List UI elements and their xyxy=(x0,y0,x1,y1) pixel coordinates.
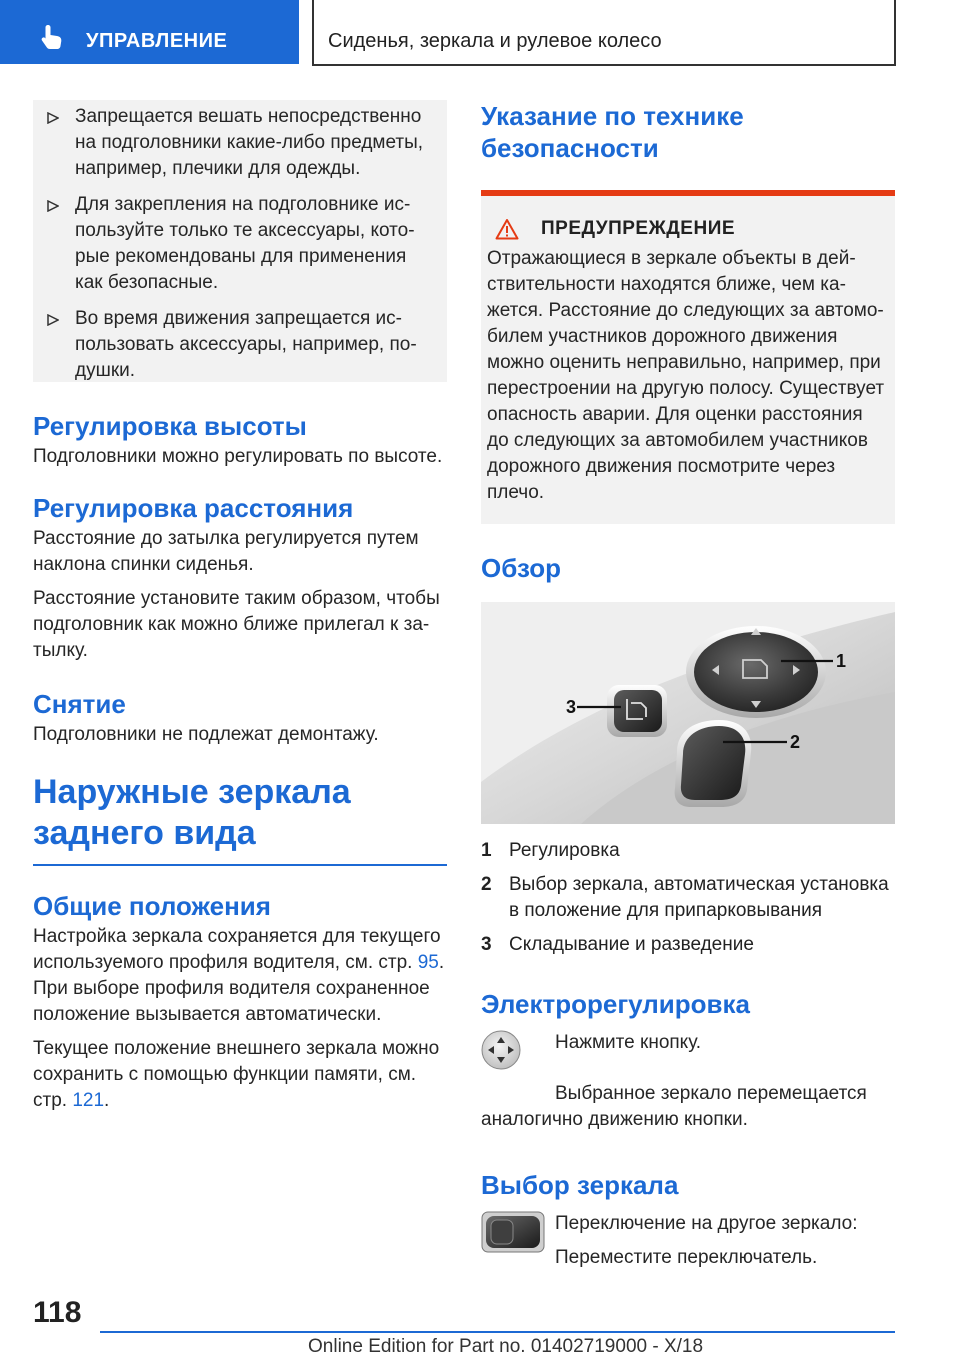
bullet-item xyxy=(47,192,435,296)
footer-edition: Online Edition for Part no. 01402719000 - X/18 xyxy=(308,1336,704,1357)
callout-label: 3 xyxy=(566,697,577,717)
legend-item xyxy=(481,838,895,864)
right-column xyxy=(481,100,895,1271)
callout-label: 1 xyxy=(836,651,847,671)
page-link-95[interactable]: 95 xyxy=(417,952,439,973)
electric-adjust-text-2 xyxy=(481,1081,895,1133)
triangle-bullet-icon xyxy=(47,200,59,212)
chapter-tab[interactable] xyxy=(0,0,299,64)
legend-number: 1 xyxy=(481,840,492,861)
bullet-text: Во время движения запрещается использовать аксессуары, например, подушки. xyxy=(75,308,417,381)
electric-adjust-text-1: Нажмите кнопку. xyxy=(555,1032,702,1053)
headrest-bullets-box xyxy=(33,100,447,382)
warning-title xyxy=(487,218,887,240)
legend-text: Выбор зеркала, автоматическая установка в положение для припарковывания xyxy=(509,874,889,921)
mirror-controls-illustration xyxy=(481,602,895,824)
warning-triangle-icon xyxy=(495,218,519,240)
warning-label: ПРЕДУПРЕЖДЕНИЕ xyxy=(541,218,736,239)
general-text-2b: . xyxy=(104,1090,110,1111)
mirror-controls-photo xyxy=(481,602,895,824)
safety-heading: Указание по технике безопасности xyxy=(481,101,744,163)
legend-item xyxy=(481,932,895,958)
left-column xyxy=(33,100,447,1114)
bullet-item xyxy=(47,306,435,384)
legend-text: Регулировка xyxy=(509,840,620,861)
triangle-bullet-icon xyxy=(47,314,59,326)
triangle-bullet-icon xyxy=(47,112,59,124)
legend-item xyxy=(481,872,895,924)
distance-adjust-text-2: Расстояние установите таким образом, чтобы подголовник как можно ближе прилегал к затылку. xyxy=(33,588,440,661)
overview-heading: Обзор xyxy=(481,553,561,583)
warning-box xyxy=(481,190,895,524)
bullet-item xyxy=(47,104,435,182)
distance-adjust-text-1: Расстояние до затылка регулируется путем наклона спинки сиденья. xyxy=(33,528,419,575)
general-heading: Общие положения xyxy=(33,891,271,921)
legend-number: 2 xyxy=(481,874,492,895)
legend-number: 3 xyxy=(481,934,492,955)
mirror-select-text-2: Переместите переключатель. xyxy=(555,1247,818,1268)
general-text-1b: . При выборе профиля водителя сохраненное положение вызывается автоматически. xyxy=(33,952,445,1025)
general-text-1 xyxy=(33,924,447,1028)
four-way-button-icon xyxy=(481,1030,521,1070)
page-link-121[interactable]: 121 xyxy=(72,1090,105,1111)
heading-rule xyxy=(33,864,447,866)
warning-text: Отражающиеся в зеркале объекты в действительности находятся ближе, чем кажется. Расстояние до следующих за автомобилем участников дорожного движения можно оценить неправильно, например, при перестроении на другую полосу. Существует опасность аварии. Для оценки расстояния до следующих за автомобилем участников дорожного движения посмотрите через плечо. xyxy=(487,248,885,503)
page-number: 118 xyxy=(33,1296,82,1329)
mirror-select-text-1: Переключение на другое зеркало: xyxy=(555,1213,858,1234)
chapter-label: УПРАВЛЕНИЕ xyxy=(86,30,228,52)
section-header xyxy=(312,0,896,66)
removal-heading: Снятие xyxy=(33,689,126,719)
bullet-text: Запрещается вешать непосредственно на подголовники какие-либо предметы, например, плечики для одежды. xyxy=(75,106,424,179)
legend-text: Складывание и разведение xyxy=(509,934,754,955)
electric-adjust-text-2-span: Выбранное зеркало перемещается аналогично движению кнопки. xyxy=(481,1083,867,1130)
mirror-select-block xyxy=(481,1211,895,1271)
height-adjust-heading: Регулировка высоты xyxy=(33,411,307,441)
removal-text: Подголовники не подлежат демонтажу. xyxy=(33,724,379,745)
legend-list xyxy=(481,838,895,958)
electric-adjust-heading: Электрорегулировка xyxy=(481,989,751,1019)
hand-pointer-icon xyxy=(40,24,64,50)
footer-rule xyxy=(100,1331,895,1333)
mirror-selector-switch-icon xyxy=(481,1211,545,1253)
exterior-mirrors-heading: Наружные зеркала заднего вида xyxy=(33,773,351,852)
bullet-text: Для закрепления на подголовнике используйте только те аксессуары, которые рекомендованы для применения как безопасные. xyxy=(75,194,415,293)
callout-label: 2 xyxy=(790,732,801,752)
mirror-select-heading: Выбор зеркала xyxy=(481,1170,679,1200)
section-title: Сиденья, зеркала и рулевое колесо xyxy=(328,30,662,52)
general-text-2 xyxy=(33,1036,447,1114)
general-text-2a: Текущее положение внешнего зеркала можно сохранить с помощью функции памяти, см. стр. xyxy=(33,1038,440,1111)
electric-adjust-block xyxy=(481,1030,895,1075)
height-adjust-text: Подголовники можно регулировать по высоте. xyxy=(33,446,443,467)
general-text-1a: Настройка зеркала сохраняется для текущего используемого профиля водителя, см. стр. xyxy=(33,926,441,973)
distance-adjust-heading: Регулировка расстояния xyxy=(33,493,354,523)
